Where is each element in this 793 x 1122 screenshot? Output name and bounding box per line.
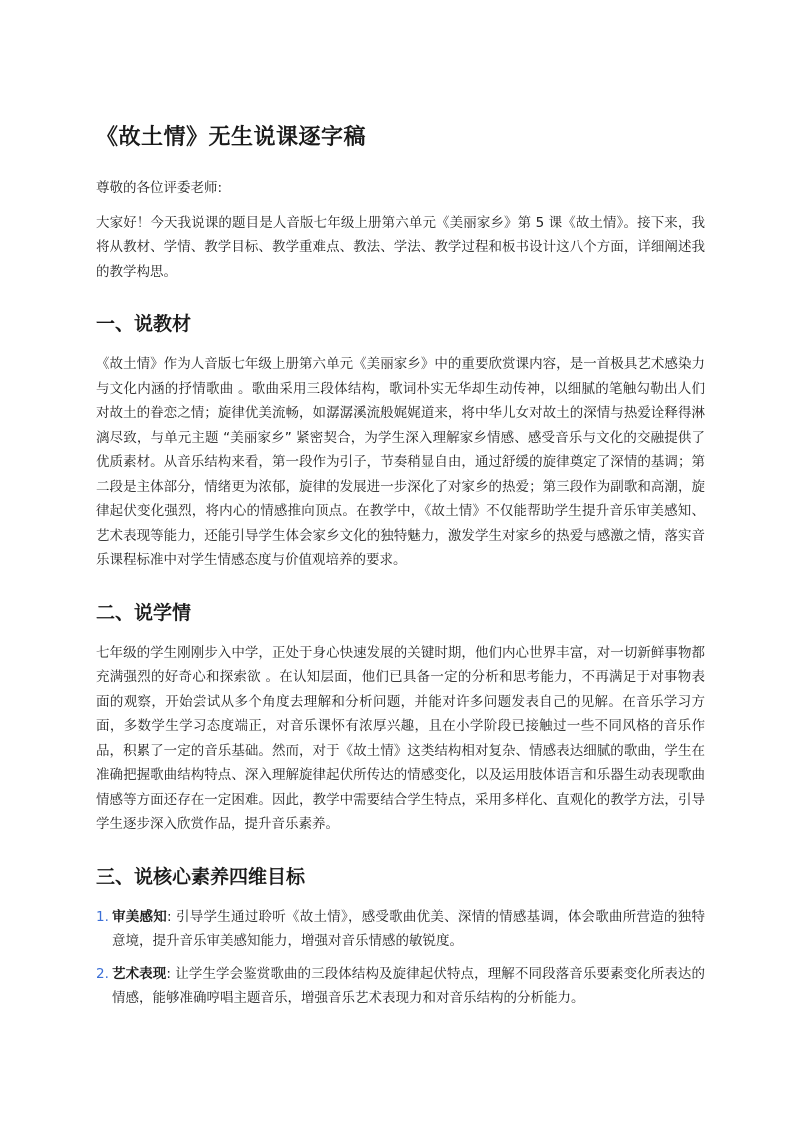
- list-item-text: : 引导学生通过聆听《故土情》，感受歌曲优美、深情的情感基调，体会歌曲所营造的独特意境，提升音乐审美感知能力，增强对音乐情感的敏锐度。: [112, 908, 705, 949]
- list-item: [96, 962, 705, 1011]
- page-title: 《故土情》无生说课逐字稿: [96, 125, 367, 150]
- section-heading-textbook: 一、说教材: [96, 313, 192, 335]
- list-number: 2.: [96, 965, 109, 982]
- goals-list: [96, 905, 705, 1011]
- section-body-textbook: 《故土情》作为人音版七年级上册第六单元《美丽家乡》中的重要欣赏课内容，是一首极具艺术感染力与文化内涵的抒情歌曲 。歌曲采用三段体结构，歌词朴实无华却生动传神，以细腻的笔触勾勒出人们对故土的眷恋之情；旋律优美流畅，如潺潺溪流般娓娓道来，将中华儿女对故土的深情与热爱诠释得淋漓尽致，与单元主题 “美丽家乡” 紧密契合，为学生深入理解家乡情感、感受音乐与文化的交融提供了优质素材。从音乐结构来看，第一段作为引子，节奏稍显自由，通过舒缓的旋律奠定了深情的基调；第二段是主体部分，情绪更为浓郁，旋律的发展进一步深化了对家乡的热爱；第三段作为副歌和高潮，旋律起伏变化强烈，将内心的情感推向顶点。在教学中，《故土情》不仅能帮助学生提升音乐审美感知、艺术表现等能力，还能引导学生体会家乡文化的独特魅力，激发学生对家乡的热爱与感激之情，落实音乐课程标准中对学生情感态度与价值观培养的要求。: [96, 356, 705, 568]
- section-heading-goals: 三、说核心素养四维目标: [96, 865, 306, 888]
- list-item: [96, 905, 705, 954]
- section-heading-students: 二、说学情: [96, 601, 192, 624]
- section-body-students: 七年级的学生刚刚步入中学，正处于身心快速发展的关键时期，他们内心世界丰富，对一切新鲜事物都充满强烈的好奇心和探索欲 。在认知层面，他们已具备一定的分析和思考能力，不再满足于对事物表面的观察，开始尝试从多个角度去理解和分析问题，并能对许多问题发表自己的见解。在音乐学习方面，多数学生学习态度端正，对音乐课怀有浓厚兴趣，且在小学阶段已接触过一些不同风格的音乐作品，积累了一定的音乐基础。然而，对于《故土情》这类结构相对复杂、情感表达细腻的歌曲，学生在准确把握歌曲结构特点、深入理解旋律起伏所传达的情感变化，以及运用肢体语言和乐器生动表现歌曲情感等方面还存在一定困难。因此，教学中需要结合学生特点，采用多样化、直观化的教学方法，引导学生逐步深入欣赏作品，提升音乐素养。: [96, 644, 705, 832]
- list-item-text: : 让学生学会鉴赏歌曲的三段体结构及旋律起伏特点，理解不同段落音乐要素变化所表达的情感，能够准确哼唱主题音乐，增强音乐艺术表现力和对音乐结构的分析能力。: [112, 965, 705, 1006]
- greeting-paragraph: 尊敬的各位评委老师:: [96, 180, 223, 196]
- list-item-label: 审美感知: [112, 908, 167, 925]
- intro-paragraph: 大家好！今天我说课的题目是人音版七年级上册第六单元《美丽家乡》第 5 课《故土情》。接下来，我将从教材、学情、教学目标、教学重难点、教法、学法、教学过程和板书设计这八个方面，详细阐述我的教学构思。: [96, 214, 705, 280]
- list-number: 1.: [96, 908, 109, 925]
- list-item-label: 艺术表现: [112, 965, 167, 982]
